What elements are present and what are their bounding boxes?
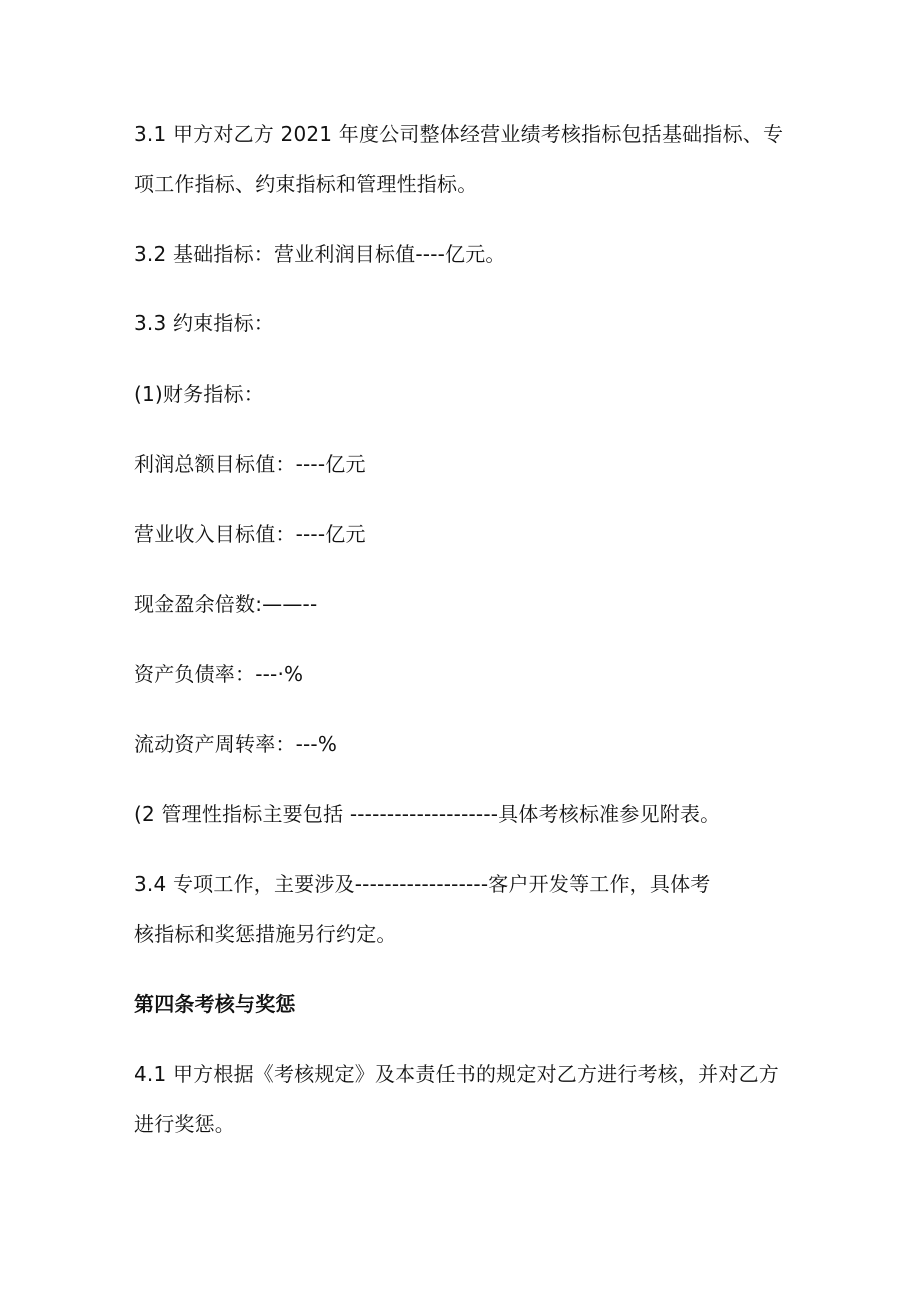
clause-4-1-line-1: 4.1 甲方根据《考核规定》及本责任书的规定对乙方进行考核，并对乙方 — [134, 1062, 779, 1086]
revenue-target: 营业收入目标值：----亿元 — [134, 522, 366, 546]
management-indicators: (2 管理性指标主要包括 --------------------具体考核标准参见附表。 — [134, 802, 721, 826]
article-4-heading: 第四条考核与奖惩 — [134, 992, 296, 1016]
clause-3-2: 3.2 基础指标：营业利润目标值----亿元。 — [134, 242, 506, 266]
clause-3-4-line-1: 3.4 专项工作，主要涉及------------------客户开发等工作，具体考 — [134, 872, 711, 896]
clause-3-1-line-2: 项工作指标、约束指标和管理性指标。 — [134, 172, 478, 196]
clause-3-4-line-2: 核指标和奖惩措施另行约定。 — [134, 922, 397, 946]
clause-4-1-line-2: 进行奖惩。 — [134, 1112, 235, 1136]
clause-3-1-line-1: 3.1 甲方对乙方 2021 年度公司整体经营业绩考核指标包括基础指标、专 — [134, 122, 784, 146]
cash-surplus-ratio: 现金盈余倍数:——-- — [134, 592, 318, 616]
debt-asset-ratio: 资产负债率：---·% — [134, 662, 304, 686]
total-profit-target: 利润总额目标值：----亿元 — [134, 452, 366, 476]
financial-indicators-heading: (1)财务指标： — [134, 382, 264, 406]
clause-3-3: 3.3 约束指标： — [134, 311, 274, 335]
current-asset-turnover: 流动资产周转率：---% — [134, 732, 338, 756]
